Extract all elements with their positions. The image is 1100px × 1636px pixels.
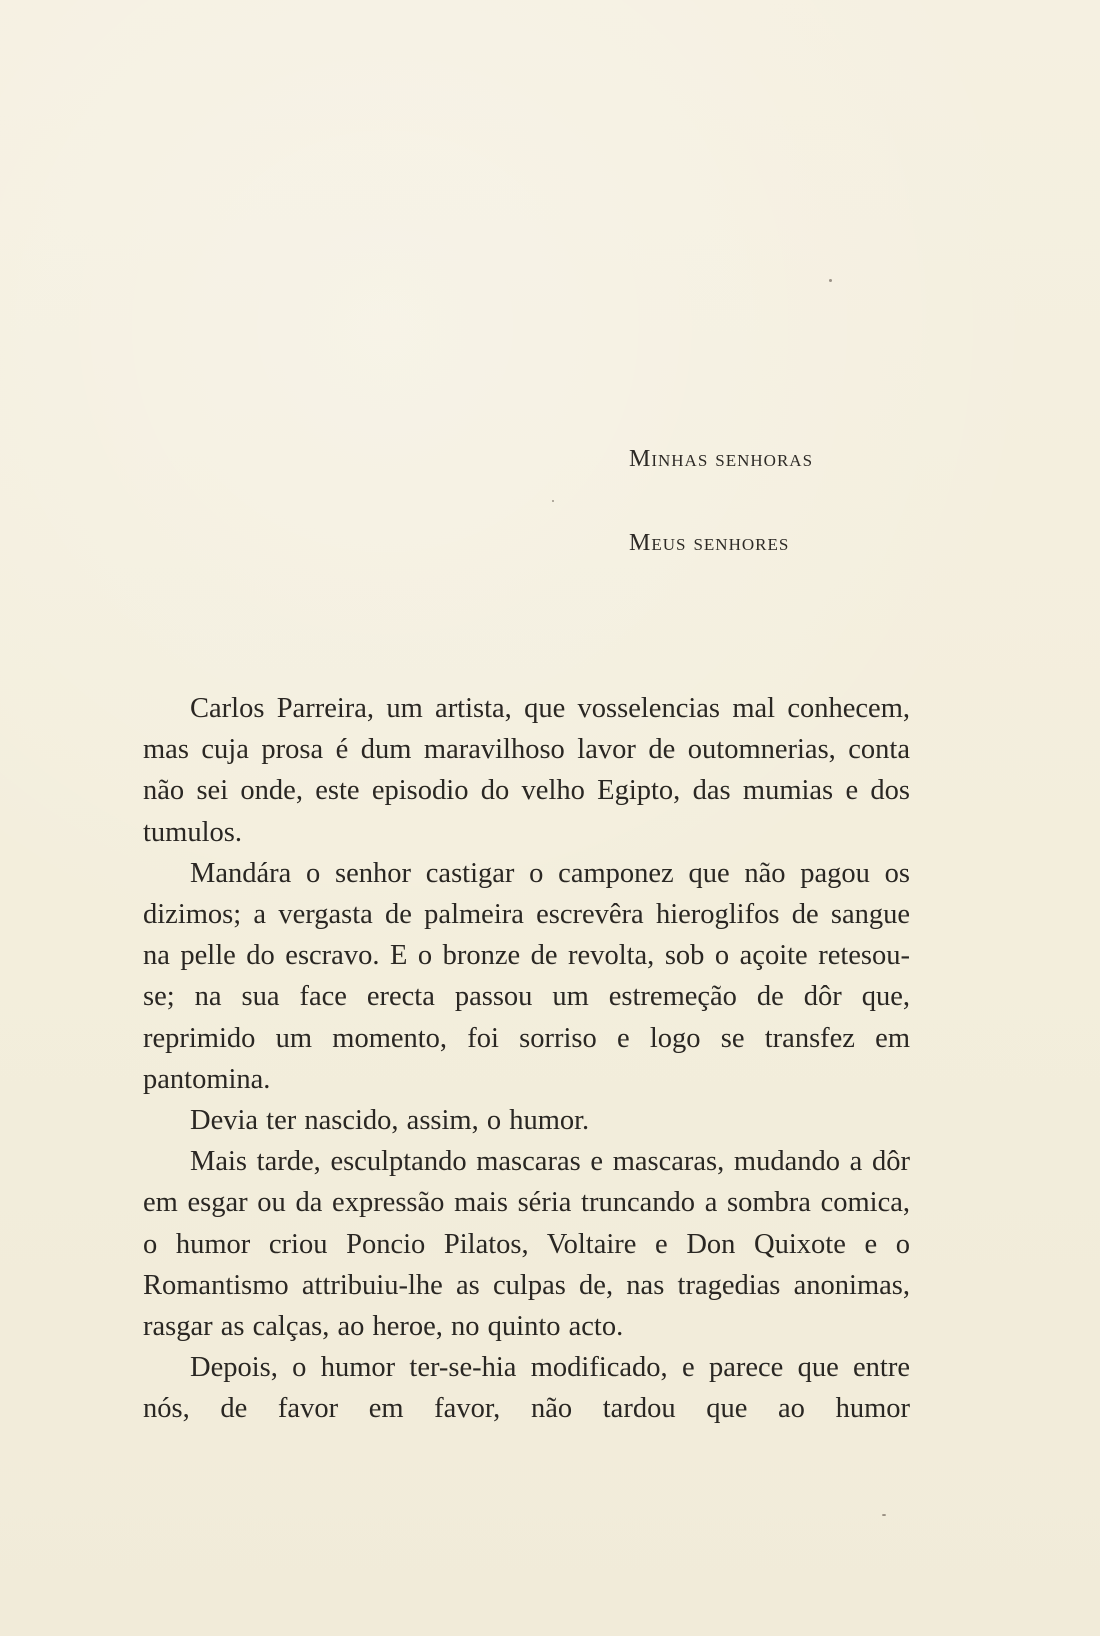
paragraph: Depois, o humor ter-se-hia modificado, e parece que entre nós, de favor em favor, não tardou que ao humor bbox=[143, 1352, 910, 1425]
salutation-ladies: Minhas senhoras bbox=[629, 446, 814, 472]
paragraph: Mandára o senhor castigar o camponez que não pagou os dizimos; a vergasta de palmeira escrevêra hieroglifos de sangue na pelle do escravo. E o bronze de revolta, sob o açoite retesou-se; na sua face erecta passou um estremeção de dôr que, reprimido um momento, foi sorriso e logo se transfez em pantomina. bbox=[143, 857, 910, 1095]
paragraph: Carlos Parreira, um artista, que vosselencias mal conhecem, mas cuja prosa é dum maravilhoso lavor de outomnerias, conta não sei onde, este episodio do velho Egipto, das mumias e dos tumulos. bbox=[143, 693, 910, 848]
paragraph: Mais tarde, esculptando mascaras e mascaras, mudando a dôr em esgar ou da expressão mais séria truncando a sombra comica, o humor criou Poncio Pilatos, Voltaire e Don Quixote e o Romantismo attribuiu-lhe as culpas de, nas tragedias anonimas, rasgar as calças, ao heroe, no quinto acto. bbox=[143, 1146, 910, 1343]
body-text bbox=[143, 688, 910, 1430]
paper-speck bbox=[882, 1514, 886, 1516]
salutation-gentlemen: Meus senhores bbox=[629, 530, 790, 556]
paper-speck bbox=[829, 279, 832, 282]
paper-speck bbox=[552, 500, 554, 502]
paragraph: Devia ter nascido, assim, o humor. bbox=[190, 1105, 590, 1137]
